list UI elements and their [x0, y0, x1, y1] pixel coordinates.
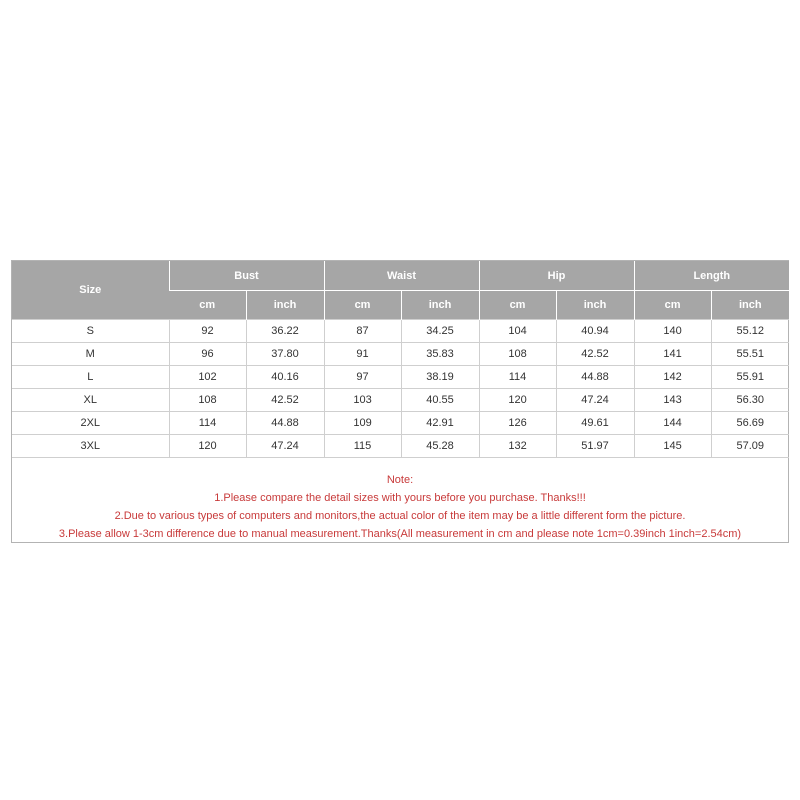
value-cell: 102 [169, 366, 246, 389]
value-cell: 145 [634, 435, 711, 458]
value-cell: 55.51 [711, 343, 789, 366]
table-row [12, 343, 789, 366]
value-cell: 104 [479, 320, 556, 343]
value-cell: 114 [479, 366, 556, 389]
value-cell: 143 [634, 389, 711, 412]
group-header-bust: Bust [169, 261, 324, 291]
value-cell: 56.30 [711, 389, 789, 412]
value-cell: 109 [324, 412, 401, 435]
value-cell: 42.52 [556, 343, 634, 366]
note-title: Note: [386, 474, 414, 486]
table-body [12, 320, 789, 458]
value-cell: 45.28 [401, 435, 479, 458]
group-header-length: Length [634, 261, 789, 291]
size-cell: XL [12, 389, 169, 412]
value-cell: 140 [634, 320, 711, 343]
size-cell: S [12, 320, 169, 343]
value-cell: 40.16 [246, 366, 324, 389]
note-line-2: 2.Due to various types of computers and monitors,the actual color of the item may be a little different form the picture. [114, 510, 686, 522]
value-cell: 40.55 [401, 389, 479, 412]
value-cell: 144 [634, 412, 711, 435]
table-row [12, 412, 789, 435]
size-column-header: Size [12, 261, 169, 320]
size-cell: 2XL [12, 412, 169, 435]
value-cell: 141 [634, 343, 711, 366]
value-cell: 55.12 [711, 320, 789, 343]
value-cell: 42.91 [401, 412, 479, 435]
unit-header-bust-cm: cm [169, 291, 246, 320]
value-cell: 91 [324, 343, 401, 366]
value-cell: 120 [479, 389, 556, 412]
value-cell: 47.24 [556, 389, 634, 412]
group-header-hip: Hip [479, 261, 634, 291]
value-cell: 47.24 [246, 435, 324, 458]
table-row [12, 389, 789, 412]
value-cell: 114 [169, 412, 246, 435]
value-cell: 87 [324, 320, 401, 343]
note-line-3: 3.Please allow 1-3cm difference due to manual measurement.Thanks(All measurement in cm and please note 1cm=0.39inch 1inch=2.54cm) [58, 528, 742, 540]
group-header-waist: Waist [324, 261, 479, 291]
value-cell: 51.97 [556, 435, 634, 458]
unit-header-waist-inch: inch [401, 291, 479, 320]
value-cell: 126 [479, 412, 556, 435]
value-cell: 55.91 [711, 366, 789, 389]
notes [12, 471, 788, 543]
header-group-row [12, 261, 789, 291]
unit-header-waist-cm: cm [324, 291, 401, 320]
value-cell: 34.25 [401, 320, 479, 343]
value-cell: 120 [169, 435, 246, 458]
value-cell: 96 [169, 343, 246, 366]
size-cell: 3XL [12, 435, 169, 458]
value-cell: 103 [324, 389, 401, 412]
value-cell: 115 [324, 435, 401, 458]
unit-header-length-cm: cm [634, 291, 711, 320]
size-chart [11, 260, 789, 543]
value-cell: 142 [634, 366, 711, 389]
size-table [12, 261, 789, 458]
value-cell: 42.52 [246, 389, 324, 412]
value-cell: 57.09 [711, 435, 789, 458]
size-cell: M [12, 343, 169, 366]
value-cell: 38.19 [401, 366, 479, 389]
value-cell: 35.83 [401, 343, 479, 366]
value-cell: 108 [479, 343, 556, 366]
value-cell: 37.80 [246, 343, 324, 366]
value-cell: 44.88 [246, 412, 324, 435]
table-row [12, 435, 789, 458]
unit-header-bust-inch: inch [246, 291, 324, 320]
unit-header-hip-cm: cm [479, 291, 556, 320]
value-cell: 92 [169, 320, 246, 343]
value-cell: 36.22 [246, 320, 324, 343]
size-cell: L [12, 366, 169, 389]
value-cell: 108 [169, 389, 246, 412]
unit-header-hip-inch: inch [556, 291, 634, 320]
table-row [12, 366, 789, 389]
value-cell: 132 [479, 435, 556, 458]
value-cell: 97 [324, 366, 401, 389]
value-cell: 44.88 [556, 366, 634, 389]
value-cell: 40.94 [556, 320, 634, 343]
unit-header-length-inch: inch [711, 291, 789, 320]
value-cell: 56.69 [711, 412, 789, 435]
value-cell: 49.61 [556, 412, 634, 435]
table-row [12, 320, 789, 343]
note-line-1: 1.Please compare the detail sizes with yours before you purchase. Thanks!!! [214, 492, 586, 504]
